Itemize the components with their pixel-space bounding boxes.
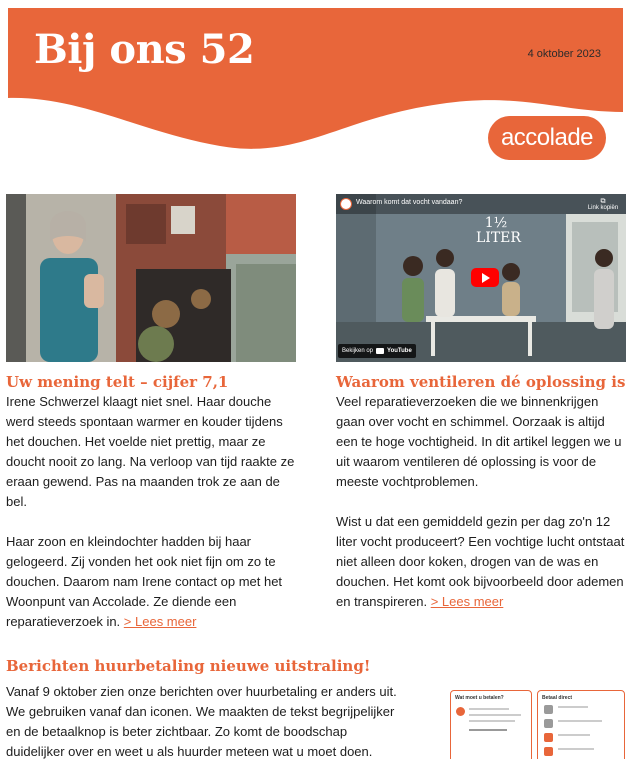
reference-icon	[544, 747, 553, 756]
article2-read-more-link[interactable]: > Lees meer	[430, 594, 504, 609]
channel-avatar[interactable]	[340, 198, 352, 210]
newsletter-header	[0, 0, 631, 180]
euro-icon	[456, 707, 465, 716]
card1-line	[469, 720, 515, 722]
article1-title[interactable]: Uw mening telt – cijfer 7,1	[6, 373, 229, 391]
copy-link-label: Link kopiën	[587, 205, 619, 211]
play-icon	[482, 273, 490, 283]
bank-icon	[544, 719, 553, 728]
invoice-icon	[544, 705, 553, 714]
card2-line	[558, 706, 588, 708]
card2-title: Betaal direct	[542, 695, 573, 701]
watch-on-youtube-button[interactable]	[338, 344, 416, 358]
youtube-icon	[376, 348, 384, 354]
article2-title[interactable]: Waarom ventileren dé oplossing is	[336, 373, 626, 391]
logo-text: accolade	[500, 124, 594, 151]
watch-on-label: Bekijken op	[342, 348, 374, 354]
article2-paragraph2	[336, 512, 626, 612]
newsletter-title: Bij ons 52	[34, 26, 255, 73]
accolade-logo[interactable]	[488, 116, 606, 160]
youtube-video-embed[interactable]	[336, 194, 626, 362]
issue-date: 4 oktober 2023	[527, 48, 601, 60]
card1-line	[469, 708, 509, 710]
copy-link-icon: ⧉	[600, 197, 606, 205]
card2-line	[558, 748, 594, 750]
card2-line	[558, 720, 602, 722]
article1-paragraph1: Irene Schwerzel klaagt niet snel. Haar douche werd steeds spontaan warmer en kouder tijdens het douchen. Het voelde niet prettig, maar ze doucht nooit zo lang. Na verloop van tijd raakte ze eraan gewend. Pas na maanden trok ze aan de bel.	[6, 394, 295, 509]
photo-illustration	[6, 194, 296, 362]
article-photo-irene[interactable]	[6, 194, 296, 362]
article2-paragraph2-text: Wist u dat een gemiddeld gezin per dag zo'n 12 liter vocht produceert? Een vochtige lucht ontstaat niet alleen door koken, drogen van de was en douchen. Het komt ook bijvoorbeeld door ademen en transpireren.	[336, 514, 625, 609]
card1-line	[469, 729, 507, 731]
video-title[interactable]: Waarom komt dat vocht vandaan?	[356, 199, 463, 206]
article3-title[interactable]: Berichten huurbetaling nieuwe uitstraling!	[6, 657, 371, 675]
article2-paragraph1: Veel reparatieverzoeken die we binnenkrijgen gaan over vocht en schimmel. Oorzaak is altijd een te hoge vochtigheid. In dit artikel leggen we u uit waarom ventileren dé oplossing is voor de meeste vochtproblemen.	[336, 394, 622, 489]
card2-line	[558, 734, 590, 736]
article1-paragraph2-text: Haar zoon en kleindochter hadden bij haar gelogeerd. Zij vonden het ook niet fijn om zo te douchen. Daarom nam Irene contact op met het Woonpunt van Accolade. Ze diende een reparatieverzoek in.	[6, 534, 283, 629]
article-uw-mening	[6, 194, 296, 632]
card1-line	[469, 714, 521, 716]
house-icon	[544, 733, 553, 742]
youtube-label: YouTube	[387, 348, 412, 354]
card1-title: Wat moet u betalen?	[455, 695, 504, 701]
pay-direct-preview-card	[537, 690, 625, 759]
article1-paragraph2	[6, 532, 296, 632]
copy-link-button[interactable]	[586, 197, 620, 211]
video-overlay-text: 1½ LITER	[476, 215, 521, 246]
article-ventileren	[336, 194, 626, 612]
article1-read-more-link[interactable]: > Lees meer	[123, 614, 197, 629]
play-button[interactable]	[471, 268, 499, 287]
article3-paragraph: Vanaf 9 oktober zien onze berichten over huurbetaling er anders uit. We gebruiken vanaf dan iconen. We maakten de tekst begrijpelijker en de betaalknop is beter zichtbaar. Zo komt de boodschap duidelijker over en weet u als huurder meteen wat u moet doen.	[6, 684, 397, 759]
payment-message-preview-card	[450, 690, 532, 759]
